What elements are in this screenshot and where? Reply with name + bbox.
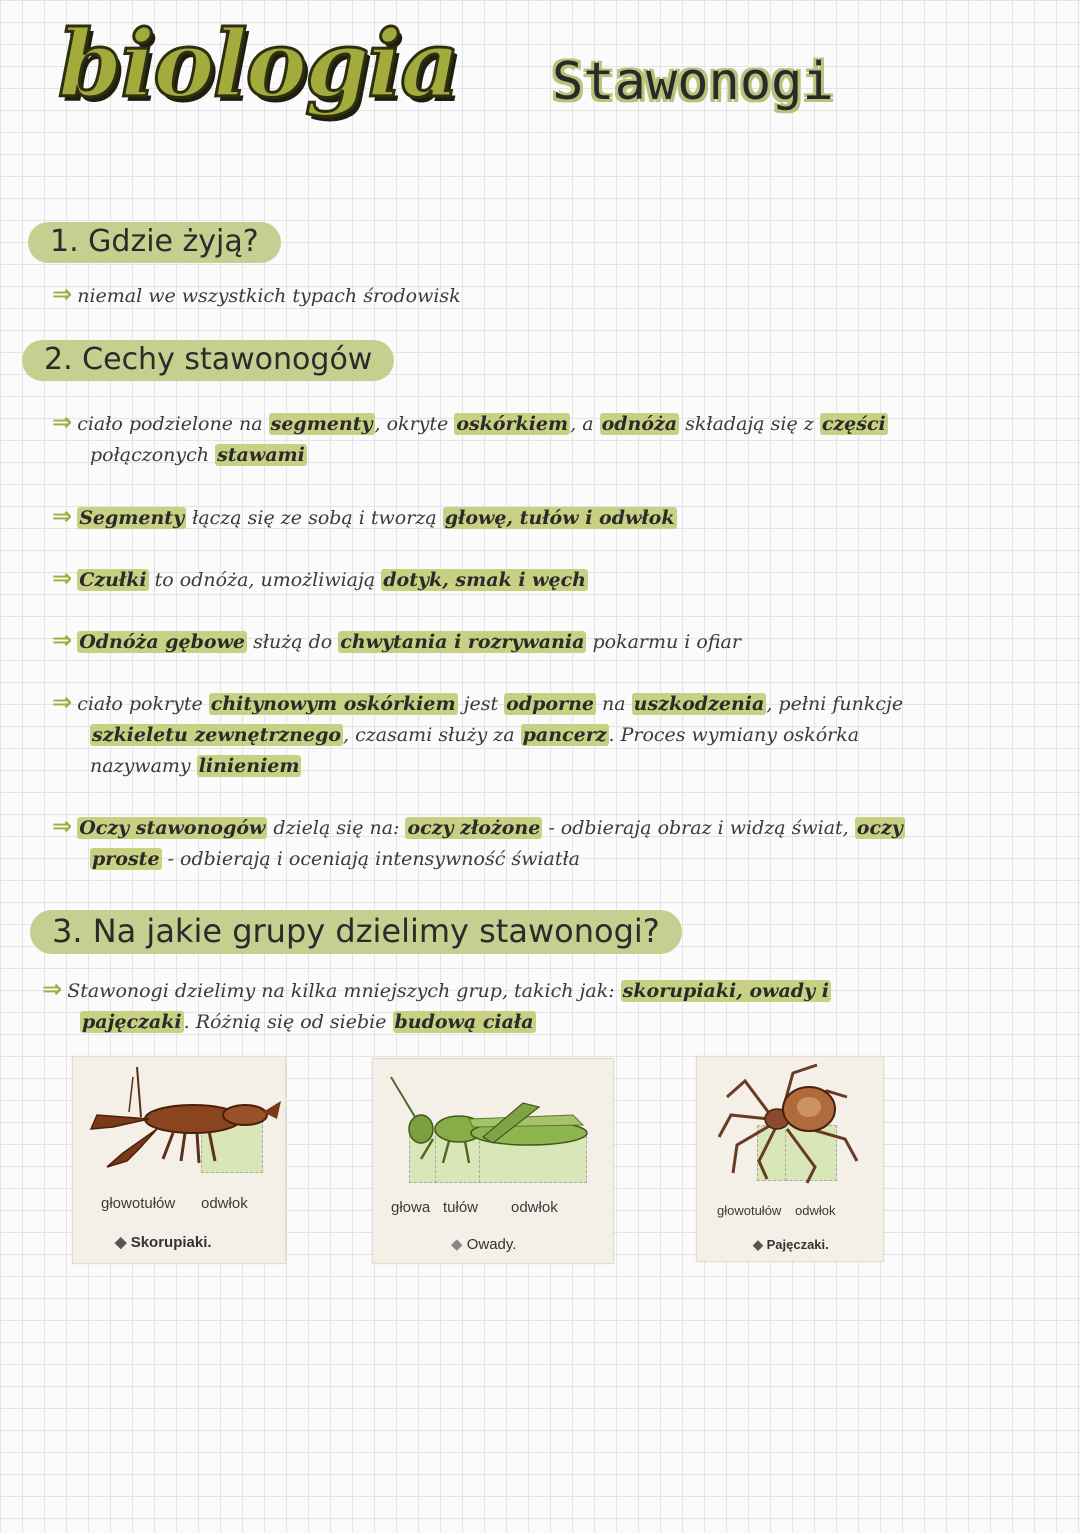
figure-label: głowa [391,1199,431,1216]
figure-label: odwłok [795,1203,836,1218]
arrow-icon: ⇒ [52,280,73,308]
figure-caption: ◆ Owady. [451,1236,517,1253]
arrow-icon: ⇒ [52,408,73,436]
arrow-icon: ⇒ [52,626,73,654]
feature-2: ⇒ Segmenty łączą się ze sobą i tworzą głowę, tułów i odwłok [52,502,675,530]
feature-6: ⇒ Oczy stawonogów dzielą się na: oczy złożone - odbierają obraz i widzą świat, oczy proste - odbierają i oceniają intensywność światła [52,812,903,870]
figure-crustacean [72,1056,286,1264]
figure-arachnid [696,1056,884,1262]
section-1-heading: 1. Gdzie żyją? [28,222,281,263]
figure-label: odwłok [201,1195,248,1212]
arrow-icon: ⇒ [52,502,73,530]
section-1-line: ⇒ niemal we wszystkich typach środowisk [52,280,461,308]
spider-illustration [697,1057,883,1187]
feature-3: ⇒ Czułki to odnóża, umożliwiają dotyk, smak i węch [52,564,586,592]
figure-label: tułów [443,1199,479,1216]
feature-4: ⇒ Odnóża gębowe służą do chwytania i rozrywania pokarmu i ofiar [52,626,741,654]
figure-label: głowotułów [101,1195,176,1212]
feature-1: ⇒ ciało podzielone na segmenty , okryte oskórkiem , a odnóża składają się z części połączonych stawami [52,408,886,466]
feature-5: ⇒ ciało pokryte chitynowym oskórkiem jest odporne na uszkodzenia , pełni funkcje szkieletu zewnętrznego , czasami służy za pancerz . Proces wymiany oskórka nazywamy linieniem [52,688,904,777]
arrow-icon: ⇒ [52,688,73,716]
arrow-icon: ⇒ [52,812,73,840]
logo-title: biologia [58,10,458,118]
page-subtitle: Stawonogi [552,52,834,112]
section-3-paragraph: ⇒ Stawonogi dzielimy na kilka mniejszych grup, takich jak: skorupiaki, owady i pajęczaki . Różnią się od siebie budową ciała [42,975,829,1033]
section-2-heading: 2. Cechy stawonogów [22,340,394,381]
figure-insect [372,1058,614,1264]
figure-caption: ◆ Pajęczaki. [753,1237,829,1252]
figure-label: odwłok [511,1199,558,1216]
arrow-icon: ⇒ [42,975,63,1003]
figure-label: głowotułów [717,1203,782,1218]
figure-caption: ◆ Skorupiaki. [115,1234,212,1251]
arrow-icon: ⇒ [52,564,73,592]
grasshopper-illustration [373,1059,613,1189]
section-3-heading: 3. Na jakie grupy dzielimy stawonogi? [30,910,682,954]
crayfish-illustration [73,1057,285,1187]
